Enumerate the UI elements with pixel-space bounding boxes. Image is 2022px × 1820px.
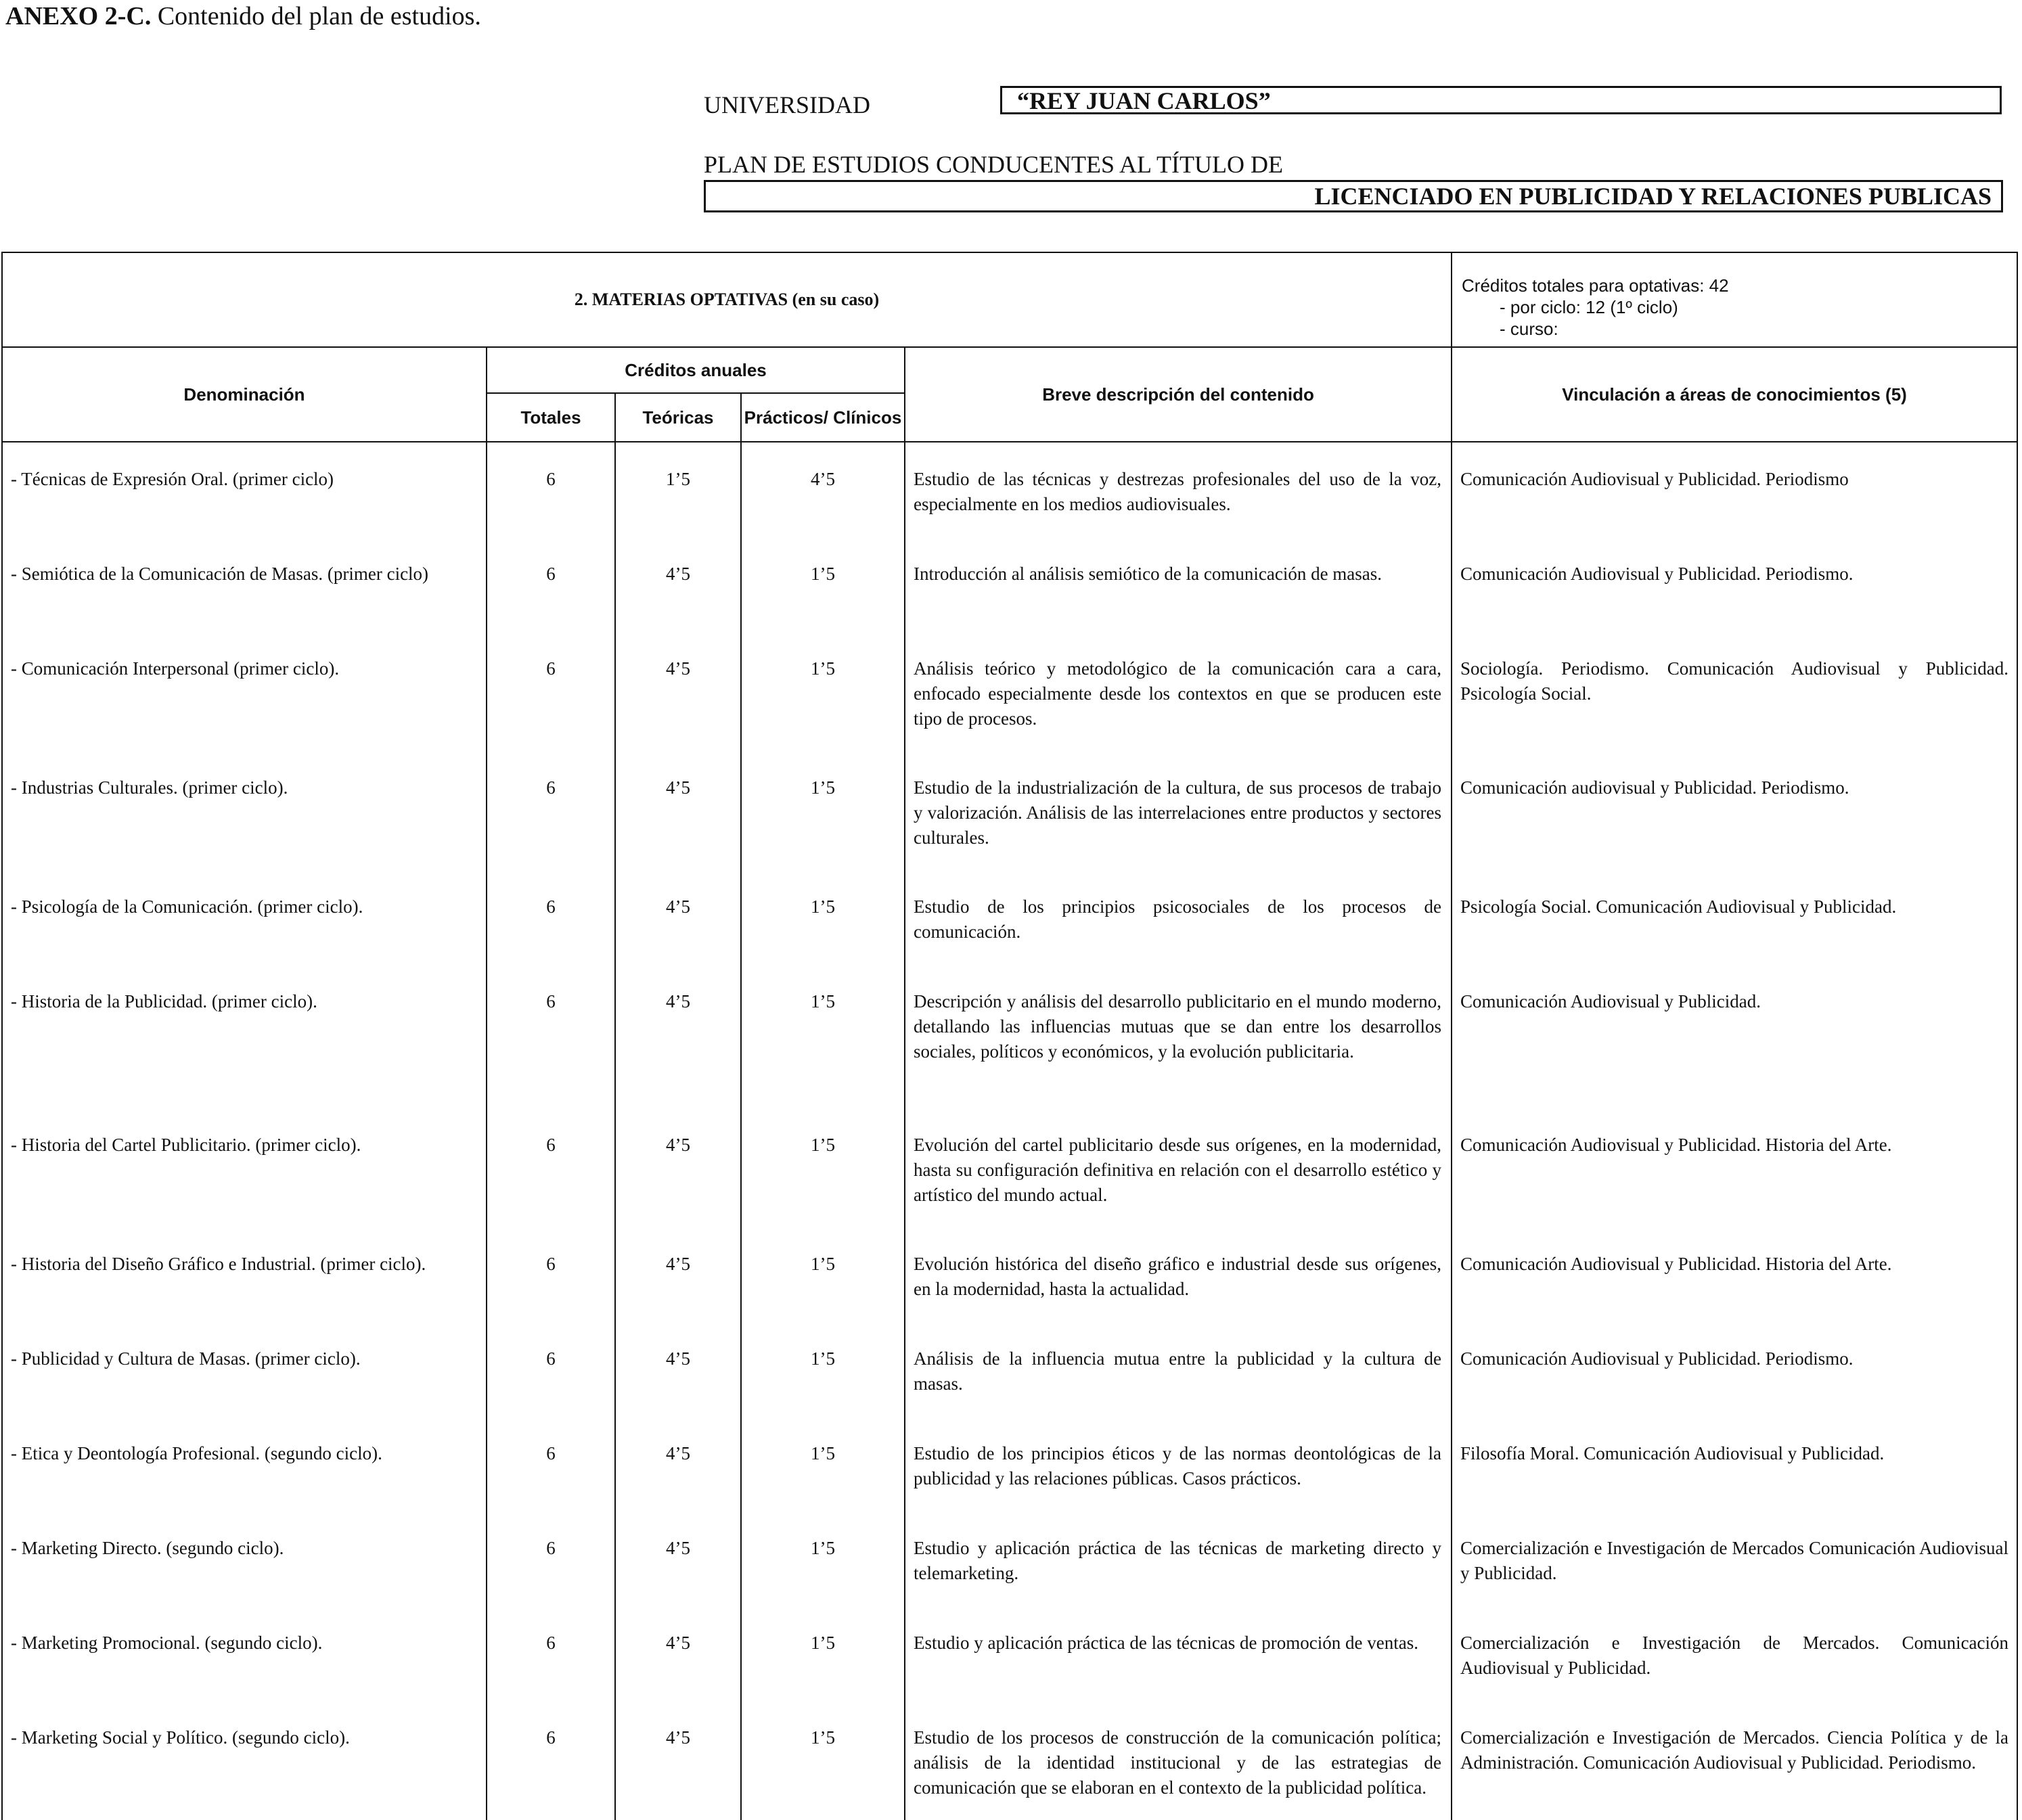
table-row [2, 1701, 2017, 1820]
credits-theory: 4’5 [615, 537, 741, 632]
col-header-practical: Prácticos/ Clínicos [741, 393, 905, 442]
credits-practical: 1’5 [741, 1417, 905, 1511]
credits-summary [1452, 252, 2017, 347]
knowledge-areas: Comunicación Audiovisual y Publicidad. Periodismo. [1452, 537, 2017, 632]
credits-practical: 1’5 [741, 1606, 905, 1701]
table-row [2, 965, 2017, 1108]
column-header-row-1 [2, 347, 2017, 393]
subject-name: - Historia de la Publicidad. (primer ciclo). [2, 965, 487, 1108]
table-row [2, 1606, 2017, 1701]
credits-total: 6 [487, 1108, 615, 1227]
credits-total: 6 [487, 1322, 615, 1417]
annex-title-bold: ANEXO 2-C. [5, 2, 152, 30]
credits-total-line: Créditos totales para optativas: 42 [1462, 275, 1729, 296]
credits-theory: 4’5 [615, 965, 741, 1108]
subject-name: - Industrias Culturales. (primer ciclo). [2, 751, 487, 870]
credits-practical: 4’5 [741, 442, 905, 537]
credits-theory: 4’5 [615, 1108, 741, 1227]
subject-description: Estudio de las técnicas y destrezas profesionales del uso de la voz, especialmente en los medios audiovisuales. [905, 442, 1452, 537]
table-row [2, 632, 2017, 751]
university-name-box: “REY JUAN CARLOS” [1000, 86, 2002, 114]
subject-name: - Etica y Deontología Profesional. (segundo ciclo). [2, 1417, 487, 1511]
annex-title-rest: Contenido del plan de estudios. [151, 2, 481, 30]
subject-description: Estudio de los principios psicosociales de los procesos de comunicación. [905, 870, 1452, 965]
subject-name: - Publicidad y Cultura de Masas. (primer ciclo). [2, 1322, 487, 1417]
credits-theory: 4’5 [615, 751, 741, 870]
knowledge-areas: Comunicación audiovisual y Publicidad. Periodismo. [1452, 751, 2017, 870]
credits-theory: 4’5 [615, 1701, 741, 1820]
knowledge-areas: Comunicación Audiovisual y Publicidad. Periodismo. [1452, 1322, 2017, 1417]
subject-description: Introducción al análisis semiótico de la comunicación de masas. [905, 537, 1452, 632]
optional-subjects-table [1, 252, 2018, 1820]
credits-theory: 4’5 [615, 1417, 741, 1511]
knowledge-areas: Sociología. Periodismo. Comunicación Audiovisual y Publicidad. Psicología Social. [1452, 632, 2017, 751]
table-row [2, 1108, 2017, 1227]
section-header-row [2, 252, 2017, 347]
col-header-name: Denominación [2, 347, 487, 442]
credits-total: 6 [487, 632, 615, 751]
credits-practical: 1’5 [741, 1511, 905, 1606]
annex-title [5, 1, 481, 31]
subject-description: Estudio y aplicación práctica de las técnicas de promoción de ventas. [905, 1606, 1452, 1701]
col-header-description: Breve descripción del contenido [905, 347, 1452, 442]
knowledge-areas: Filosofía Moral. Comunicación Audiovisual y Publicidad. [1452, 1417, 2017, 1511]
credits-theory: 1’5 [615, 442, 741, 537]
table-row [2, 1417, 2017, 1511]
degree-title-box: LICENCIADO EN PUBLICIDAD Y RELACIONES PUBLICAS [704, 180, 2003, 212]
knowledge-areas: Comunicación Audiovisual y Publicidad. Periodismo [1452, 442, 2017, 537]
credits-per-cycle: - por ciclo: 12 (1º ciclo) [1500, 297, 1678, 317]
credits-total: 6 [487, 1227, 615, 1322]
credits-total: 6 [487, 1606, 615, 1701]
subject-description: Evolución histórica del diseño gráfico e industrial desde sus orígenes, en la modernidad, hasta la actualidad. [905, 1227, 1452, 1322]
col-header-theory: Teóricas [615, 393, 741, 442]
subject-name: - Comunicación Interpersonal (primer ciclo). [2, 632, 487, 751]
table-row [2, 537, 2017, 632]
col-header-credits: Créditos anuales [487, 347, 905, 393]
credits-theory: 4’5 [615, 632, 741, 751]
table-row [2, 751, 2017, 870]
subject-rows [2, 442, 2017, 1820]
credits-total: 6 [487, 751, 615, 870]
credits-theory: 4’5 [615, 1322, 741, 1417]
knowledge-areas: Comunicación Audiovisual y Publicidad. Historia del Arte. [1452, 1108, 2017, 1227]
subject-description: Análisis teórico y metodológico de la comunicación cara a cara, enfocado especialmente desde los contextos en que se producen este tipo de procesos. [905, 632, 1452, 751]
subject-description: Evolución del cartel publicitario desde sus orígenes, en la modernidad, hasta su configuración definitiva en relación con el desarrollo estético y artístico del mundo actual. [905, 1108, 1452, 1227]
section-title: 2. MATERIAS OPTATIVAS (en su caso) [2, 252, 1452, 347]
subject-name: - Marketing Promocional. (segundo ciclo). [2, 1606, 487, 1701]
knowledge-areas: Comercialización e Investigación de Mercados. Comunicación Audiovisual y Publicidad. [1452, 1606, 2017, 1701]
credits-course: - curso: [1500, 319, 1558, 339]
credits-total: 6 [487, 1701, 615, 1820]
knowledge-areas: Comercialización e Investigación de Mercados. Ciencia Política y de la Administración. Comunicación Audiovisual y Publicidad. Periodismo. [1452, 1701, 2017, 1820]
subject-name: - Psicología de la Comunicación. (primer ciclo). [2, 870, 487, 965]
credits-total: 6 [487, 965, 615, 1108]
credits-practical: 1’5 [741, 870, 905, 965]
credits-theory: 4’5 [615, 870, 741, 965]
table-row [2, 870, 2017, 965]
subject-description: Estudio y aplicación práctica de las técnicas de marketing directo y telemarketing. [905, 1511, 1452, 1606]
credits-total: 6 [487, 442, 615, 537]
subject-name: - Historia del Cartel Publicitario. (primer ciclo). [2, 1108, 487, 1227]
knowledge-areas: Psicología Social. Comunicación Audiovisual y Publicidad. [1452, 870, 2017, 965]
credits-theory: 4’5 [615, 1606, 741, 1701]
col-header-totals: Totales [487, 393, 615, 442]
credits-practical: 1’5 [741, 1108, 905, 1227]
knowledge-areas: Comunicación Audiovisual y Publicidad. Historia del Arte. [1452, 1227, 2017, 1322]
credits-practical: 1’5 [741, 1322, 905, 1417]
credits-practical: 1’5 [741, 537, 905, 632]
table-row [2, 1227, 2017, 1322]
table-row [2, 1511, 2017, 1606]
knowledge-areas: Comercialización e Investigación de Mercados Comunicación Audiovisual y Publicidad. [1452, 1511, 2017, 1606]
subject-name: - Marketing Social y Político. (segundo ciclo). [2, 1701, 487, 1820]
subject-description: Estudio de los principios éticos y de las normas deontológicas de la publicidad y las relaciones públicas. Casos prácticos. [905, 1417, 1452, 1511]
subject-description: Estudio de los procesos de construcción de la comunicación política; análisis de la identidad institucional y de las estrategias de comunicación que se elaboran en el contexto de la publicidad política. [905, 1701, 1452, 1820]
knowledge-areas: Comunicación Audiovisual y Publicidad. [1452, 965, 2017, 1108]
subject-name: - Semiótica de la Comunicación de Masas. (primer ciclo) [2, 537, 487, 632]
subject-name: - Marketing Directo. (segundo ciclo). [2, 1511, 487, 1606]
subject-name: - Historia del Diseño Gráfico e Industrial. (primer ciclo). [2, 1227, 487, 1322]
credits-practical: 1’5 [741, 632, 905, 751]
plan-label: PLAN DE ESTUDIOS CONDUCENTES AL TÍTULO DE [704, 151, 1283, 178]
subject-description: Estudio de la industrialización de la cultura, de sus procesos de trabajo y valorización. Análisis de las interrelaciones entre productos y sectores culturales. [905, 751, 1452, 870]
university-label: UNIVERSIDAD [704, 91, 870, 118]
subject-description: Análisis de la influencia mutua entre la publicidad y la cultura de masas. [905, 1322, 1452, 1417]
credits-total: 6 [487, 870, 615, 965]
credits-practical: 1’5 [741, 1701, 905, 1820]
credits-practical: 1’5 [741, 751, 905, 870]
credits-total: 6 [487, 537, 615, 632]
credits-theory: 4’5 [615, 1511, 741, 1606]
credits-practical: 1’5 [741, 965, 905, 1108]
table-row [2, 442, 2017, 537]
credits-total: 6 [487, 1511, 615, 1606]
credits-theory: 4’5 [615, 1227, 741, 1322]
subject-description: Descripción y análisis del desarrollo publicitario en el mundo moderno, detallando las influencias mutuas que se dan entre los desarrollos sociales, políticos y económicos, y la evolución publicitaria. [905, 965, 1452, 1108]
credits-total: 6 [487, 1417, 615, 1511]
table-row [2, 1322, 2017, 1417]
col-header-areas: Vinculación a áreas de conocimientos (5) [1452, 347, 2017, 442]
subject-name: - Técnicas de Expresión Oral. (primer ciclo) [2, 442, 487, 537]
credits-practical: 1’5 [741, 1227, 905, 1322]
